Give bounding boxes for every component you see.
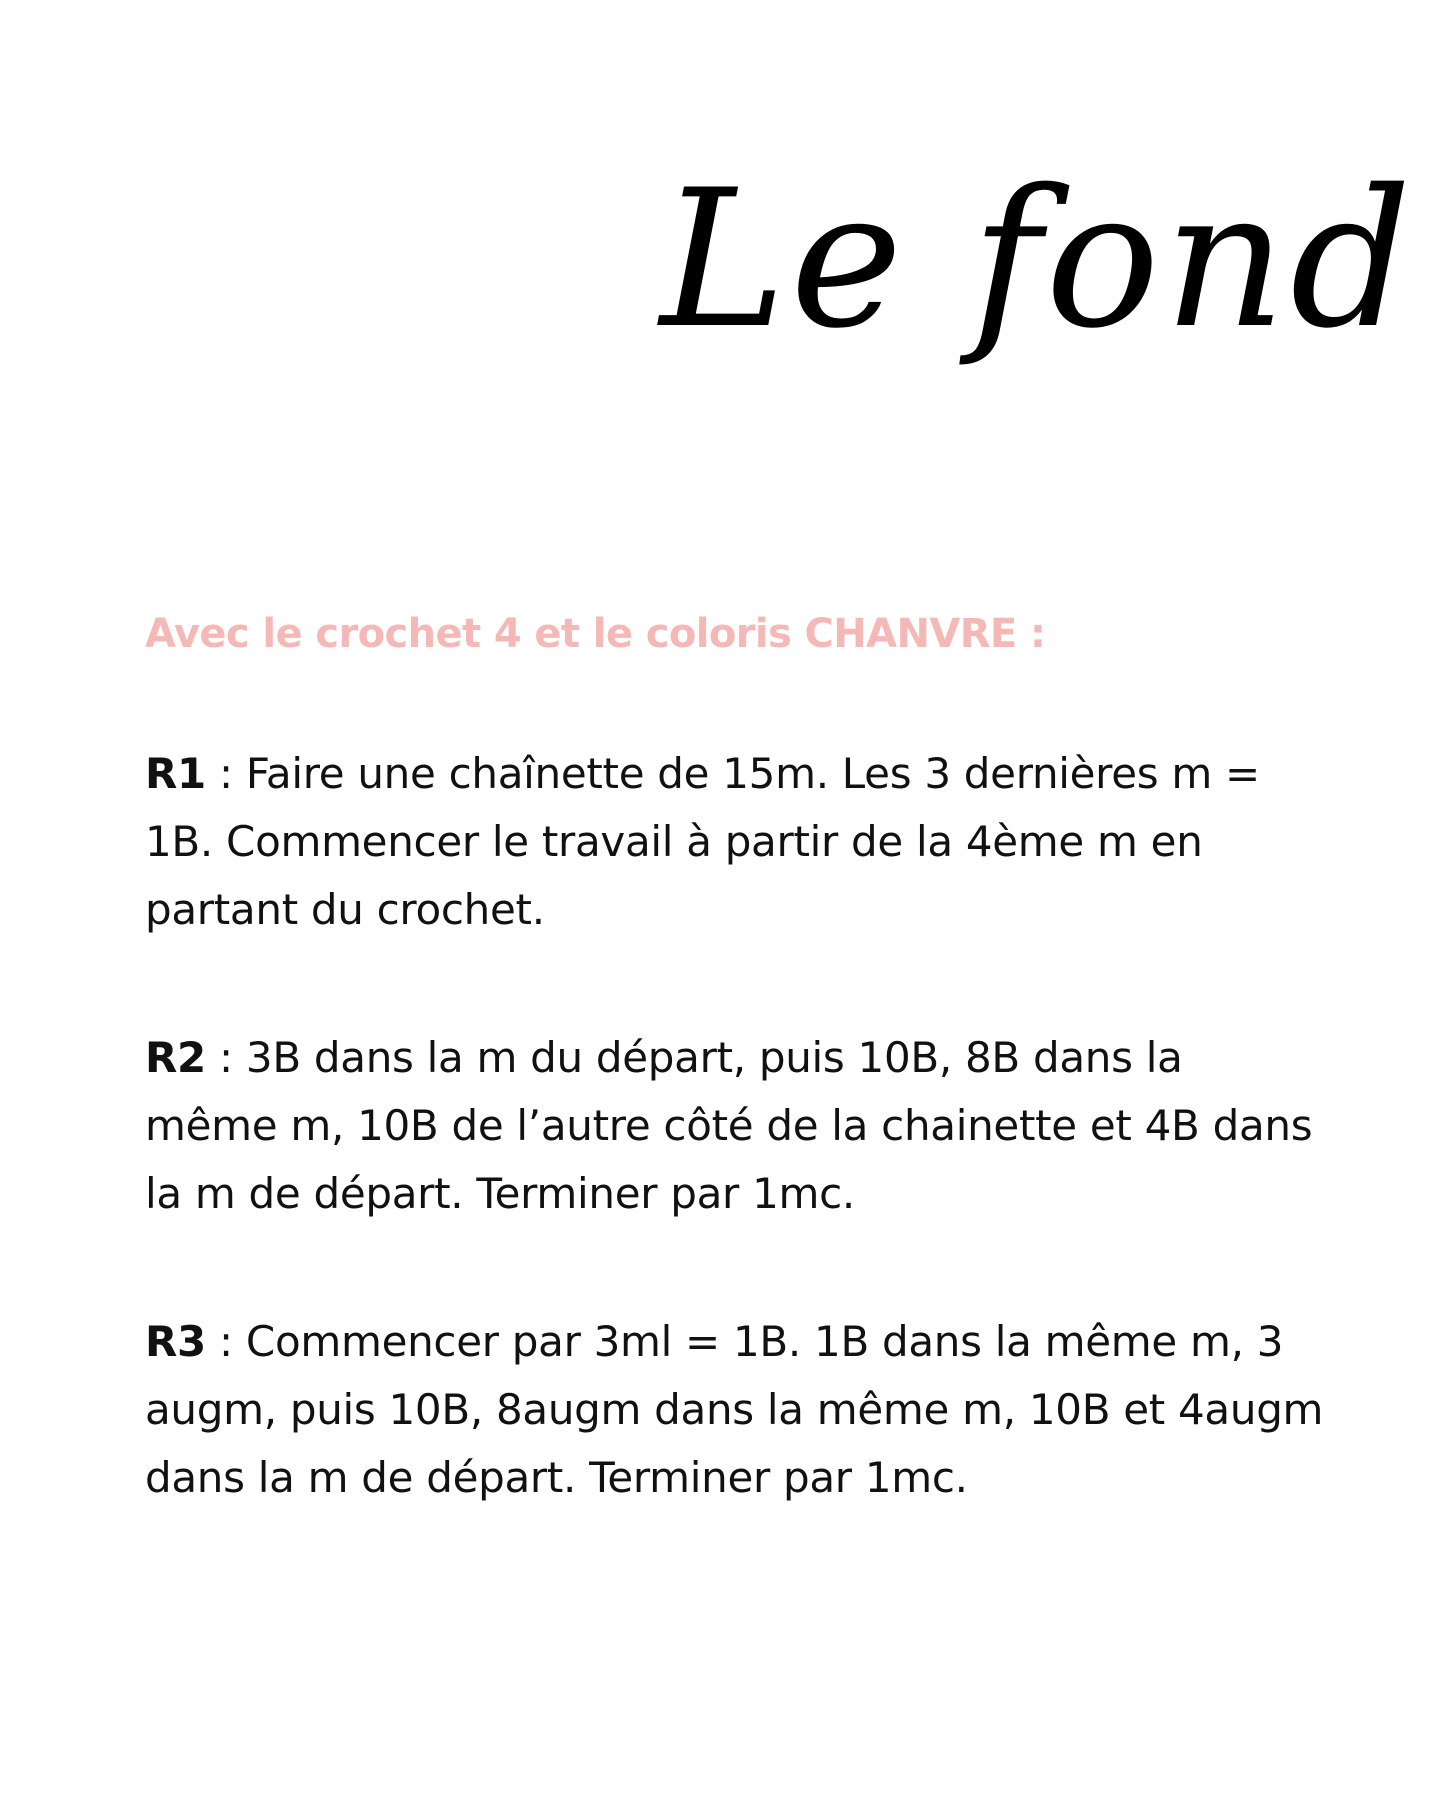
round-text: : Faire une chaînette de 15m. Les 3 dernières m = 1B. Commencer le travail à partir de la 4ème m en partant du crochet. — [145, 749, 1260, 934]
intro-line: Avec le crochet 4 et le coloris CHANVRE : — [145, 611, 1046, 657]
round-label: R2 — [145, 1033, 206, 1082]
round-r3 — [145, 1308, 1325, 1512]
round-r1 — [145, 740, 1325, 944]
round-r2 — [145, 1024, 1325, 1228]
round-label: R3 — [145, 1317, 206, 1366]
round-text: : 3B dans la m du départ, puis 10B, 8B dans la même m, 10B de l’autre côté de la chainette et 4B dans la m de départ. Terminer par 1mc. — [145, 1033, 1313, 1218]
page-title: Le fond — [660, 149, 1416, 370]
instructions — [145, 608, 1325, 1512]
round-label: R1 — [145, 749, 206, 798]
round-text: : Commencer par 3ml = 1B. 1B dans la même m, 3 augm, puis 10B, 8augm dans la même m, 10B et 4augm dans la m de départ. Terminer par 1mc. — [145, 1317, 1324, 1502]
